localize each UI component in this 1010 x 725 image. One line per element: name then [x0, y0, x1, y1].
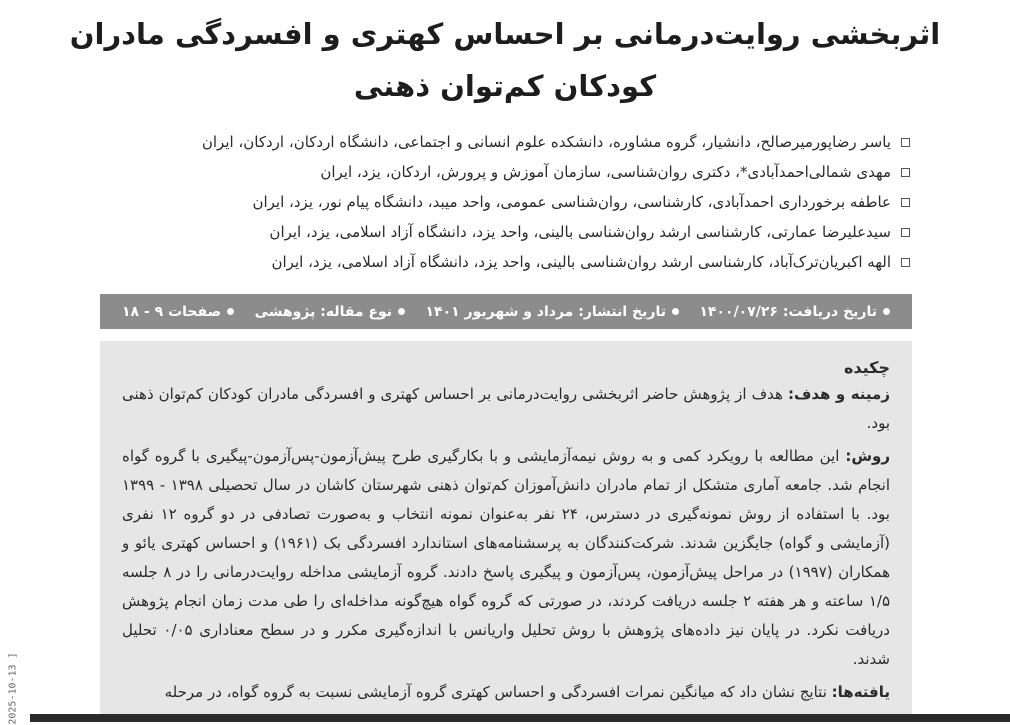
meta-received: [699, 304, 890, 320]
abstract-box: [100, 341, 912, 722]
bullet-dot-icon: [883, 308, 890, 315]
meta-pages: [122, 304, 234, 320]
bullet-dot-icon: [398, 308, 405, 315]
bullet-dot-icon: [227, 308, 234, 315]
meta-pages-text: صفحات ۹ - ۱۸: [122, 303, 222, 320]
title-line-1: اثربخشی روایت‌درمانی بر احساس کهتری و افسردگی مادران: [69, 17, 941, 51]
checkbox-bullet-icon: [901, 168, 910, 177]
author-item: [100, 157, 910, 187]
meta-published-text: تاریخ انتشار: مرداد و شهریور ۱۴۰۱: [425, 303, 666, 320]
meta-type-text: نوع مقاله: پژوهشی: [254, 303, 393, 320]
abstract-heading: چکیده: [843, 358, 890, 377]
abstract-findings: [122, 678, 890, 707]
download-date-stamp: [2, 652, 24, 725]
findings-text: نتایج نشان داد که میانگین نمرات افسردگی و احساس کهتری گروه آزمایشی نسبت به گروه گواه، در مرحله: [164, 683, 827, 701]
author-text: الهه اکبریان‌ترک‌آباد، کارشناسی ارشد روان‌شناسی بالینی، واحد یزد، دانشگاه آزاد اسلامی، یزد، ایران: [271, 253, 891, 271]
bullet-dot-icon: [672, 308, 679, 315]
method-text: این مطالعه با رویکرد کمی و به روش نیمه‌آزمایشی و با بکارگیری طرح پیش‌آزمون-پس‌آزمون-پیگیری با گروه گواه انجام شد. جامعه آماری متشکل از تمام مادران دانش‌آموزان کم‌توان ذهنی شهرستان کاشان در سال تحصیلی ۱۳۹۸ - ۱۳۹۹ بود. با استفاده از روش نمونه‌گیری در دسترس، ۲۴ نفر به‌عنوان نمونه انتخاب و به‌صورت تصادفی در دو گروه ۱۲ نفری (آزمایشی و گواه) جایگزین شدند. شرکت‌کنندگان به پرسشنامه‌های استاندارد افسردگی بک (۱۹۶۱) و احساس کهتری یائو و همکاران (۱۹۹۷) در مراحل پیش‌آزمون، پس‌آزمون و پیگیری پاسخ دادند. گروه آزمایشی مداخله روایت‌درمانی را در ۸ جلسه ۱/۵ ساعته و هر هفته ۲ جلسه دریافت کردند، در صورتی که گروه گواه هیچ‌گونه مداخله‌ای را طی مدت زمان انجام پژوهش دریافت نکرد. در پایان نیز داده‌های پژوهش با روش تحلیل واریانس با اندازه‌گیری مکرر و در سطح معناداری ۰/۰۵ تحلیل شدند.: [122, 447, 891, 668]
meta-received-text: تاریخ دریافت: ۱۴۰۰/۰۷/۲۶: [699, 303, 877, 320]
abstract-content: [122, 353, 890, 711]
checkbox-bullet-icon: [901, 198, 910, 207]
author-item: [100, 217, 910, 247]
side-date-text: 2025-10-13 ]: [7, 652, 19, 725]
meta-published: [425, 304, 678, 320]
background-text: هدف از پژوهش حاضر اثربخشی روایت‌درمانی بر احساس کهتری و افسردگی مادران کودکان کم‌توان ذهنی بود.: [122, 385, 890, 432]
author-text: سیدعلیرضا عمارتی، کارشناسی ارشد روان‌شناسی بالینی، واحد یزد، دانشگاه آزاد اسلامی، یزد، ایران: [269, 223, 891, 241]
author-item: [100, 127, 910, 157]
article-meta-bar: [100, 294, 912, 329]
author-item: [100, 187, 910, 217]
checkbox-bullet-icon: [901, 138, 910, 147]
author-text: مهدی شمالی‌احمدآبادی*، دکتری روان‌شناسی، سازمان آموزش و پرورش، اردکان، یزد، ایران: [320, 163, 891, 181]
checkbox-bullet-icon: [901, 258, 910, 267]
title-line-2: کودکان کم‌توان ذهنی: [353, 69, 657, 103]
checkbox-bullet-icon: [901, 228, 910, 237]
author-text: یاسر رضاپورمیرصالح، دانشیار، گروه مشاوره، دانشکده علوم انسانی و اجتماعی، دانشگاه اردکان، اردکان، ایران: [201, 133, 891, 151]
meta-type: [255, 304, 405, 320]
bottom-edge-band: [30, 714, 1010, 722]
abstract-background: [122, 380, 890, 438]
findings-label: یافته‌ها:: [831, 683, 890, 701]
author-item: [100, 247, 910, 277]
author-list: [100, 127, 910, 277]
method-label: روش:: [845, 447, 890, 465]
article-title: [60, 8, 950, 112]
author-text: عاطفه برخورداری احمدآبادی، کارشناسی، روان‌شناسی عمومی، واحد میبد، دانشگاه پیام نور، یزد، ایران: [252, 193, 891, 211]
background-label: زمینه و هدف:: [787, 385, 890, 403]
abstract-method: [122, 442, 890, 674]
